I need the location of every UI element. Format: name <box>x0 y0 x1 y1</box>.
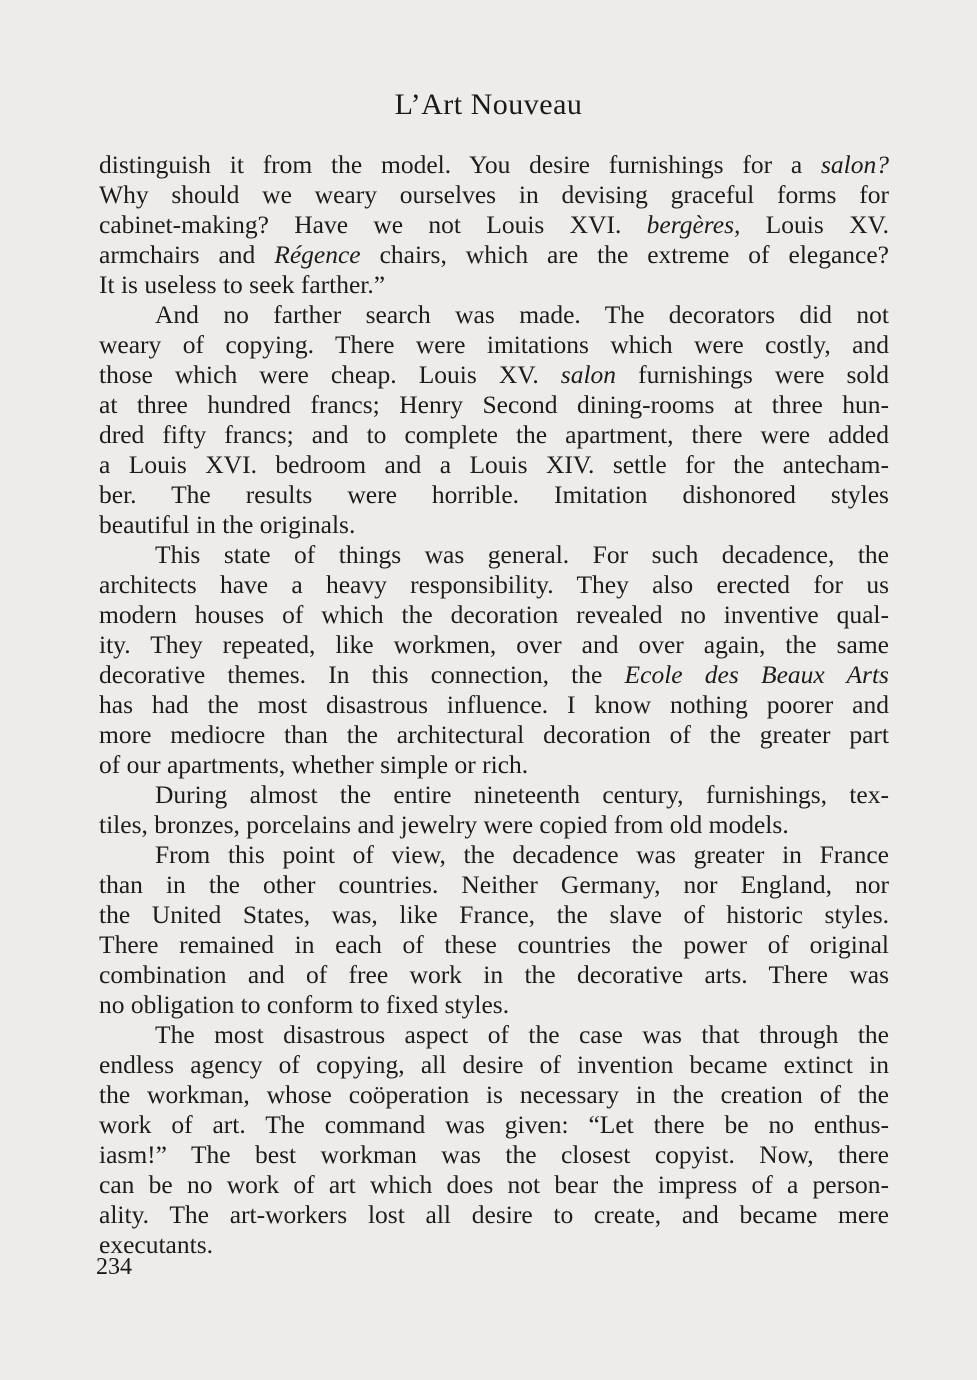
text-line: Why should we weary ourselves in devising graceful forms for <box>99 180 889 209</box>
text-line: more mediocre than the architectural decoration of the greater part <box>99 720 889 749</box>
text-line: During almost the entire nineteenth century, furnishings, tex- <box>155 780 889 809</box>
text-line: dred fifty francs; and to complete the apartment, there were added <box>99 420 889 449</box>
text-line: at three hundred francs; Henry Second dining-rooms at three hun- <box>99 390 889 419</box>
text-line: no obligation to conform to fixed styles. <box>99 990 510 1019</box>
text-line: the workman, whose coöperation is necessary in the creation of the <box>99 1080 889 1109</box>
page-number: 234 <box>96 1254 132 1280</box>
text-line: There remained in each of these countries the power of original <box>99 930 889 959</box>
text-line: those which were cheap. Louis XV. salon furnishings were sold <box>99 360 889 389</box>
text-line: ber. The results were horrible. Imitation dishonored styles <box>99 480 889 509</box>
text-line: modern houses of which the decoration revealed no inventive qual- <box>99 600 889 629</box>
text-line: weary of copying. There were imitations which were costly, and <box>99 330 889 359</box>
text-line: distinguish it from the model. You desire furnishings for a salon? <box>99 150 889 179</box>
text-line: endless agency of copying, all desire of invention became extinct in <box>99 1050 889 1079</box>
text-line: combination and of free work in the decorative arts. There was <box>99 960 889 989</box>
text-line: has had the most disastrous influence. I know nothing poorer and <box>99 690 889 719</box>
running-head: L’Art Nouveau <box>394 88 583 121</box>
text-line: The most disastrous aspect of the case was that through the <box>155 1020 889 1049</box>
text-line: the United States, was, like France, the slave of historic styles. <box>99 900 889 929</box>
text-line: And no farther search was made. The decorators did not <box>155 300 889 329</box>
text-line: cabinet-making? Have we not Louis XVI. bergères, Louis XV. <box>99 210 889 239</box>
text-line: of our apartments, whether simple or rich. <box>99 750 529 779</box>
text-line: architects have a heavy responsibility. They also erected for us <box>99 570 889 599</box>
text-line: From this point of view, the decadence was greater in France <box>155 840 889 869</box>
text-line: tiles, bronzes, porcelains and jewelry were copied from old models. <box>99 810 789 839</box>
text-line: ity. They repeated, like workmen, over and over again, the same <box>99 630 889 659</box>
text-line: ality. The art-workers lost all desire to create, and became mere <box>99 1200 889 1229</box>
text-line: This state of things was general. For such decadence, the <box>155 540 889 569</box>
text-line: iasm!” The best workman was the closest copyist. Now, there <box>99 1140 889 1169</box>
text-line: than in the other countries. Neither Germany, nor England, nor <box>99 870 889 899</box>
text-line: work of art. The command was given: “Let there be no enthus- <box>99 1110 889 1139</box>
text-line: beautiful in the originals. <box>99 510 356 539</box>
text-line: armchairs and Régence chairs, which are the extreme of elegance? <box>99 240 889 269</box>
text-line: can be no work of art which does not bear the impress of a person- <box>99 1170 889 1199</box>
text-line: decorative themes. In this connection, the Ecole des Beaux Arts <box>99 660 889 689</box>
text-line: a Louis XVI. bedroom and a Louis XIV. settle for the antecham- <box>99 450 889 479</box>
text-line: It is useless to seek farther.” <box>99 270 386 299</box>
text-line: executants. <box>99 1230 213 1259</box>
